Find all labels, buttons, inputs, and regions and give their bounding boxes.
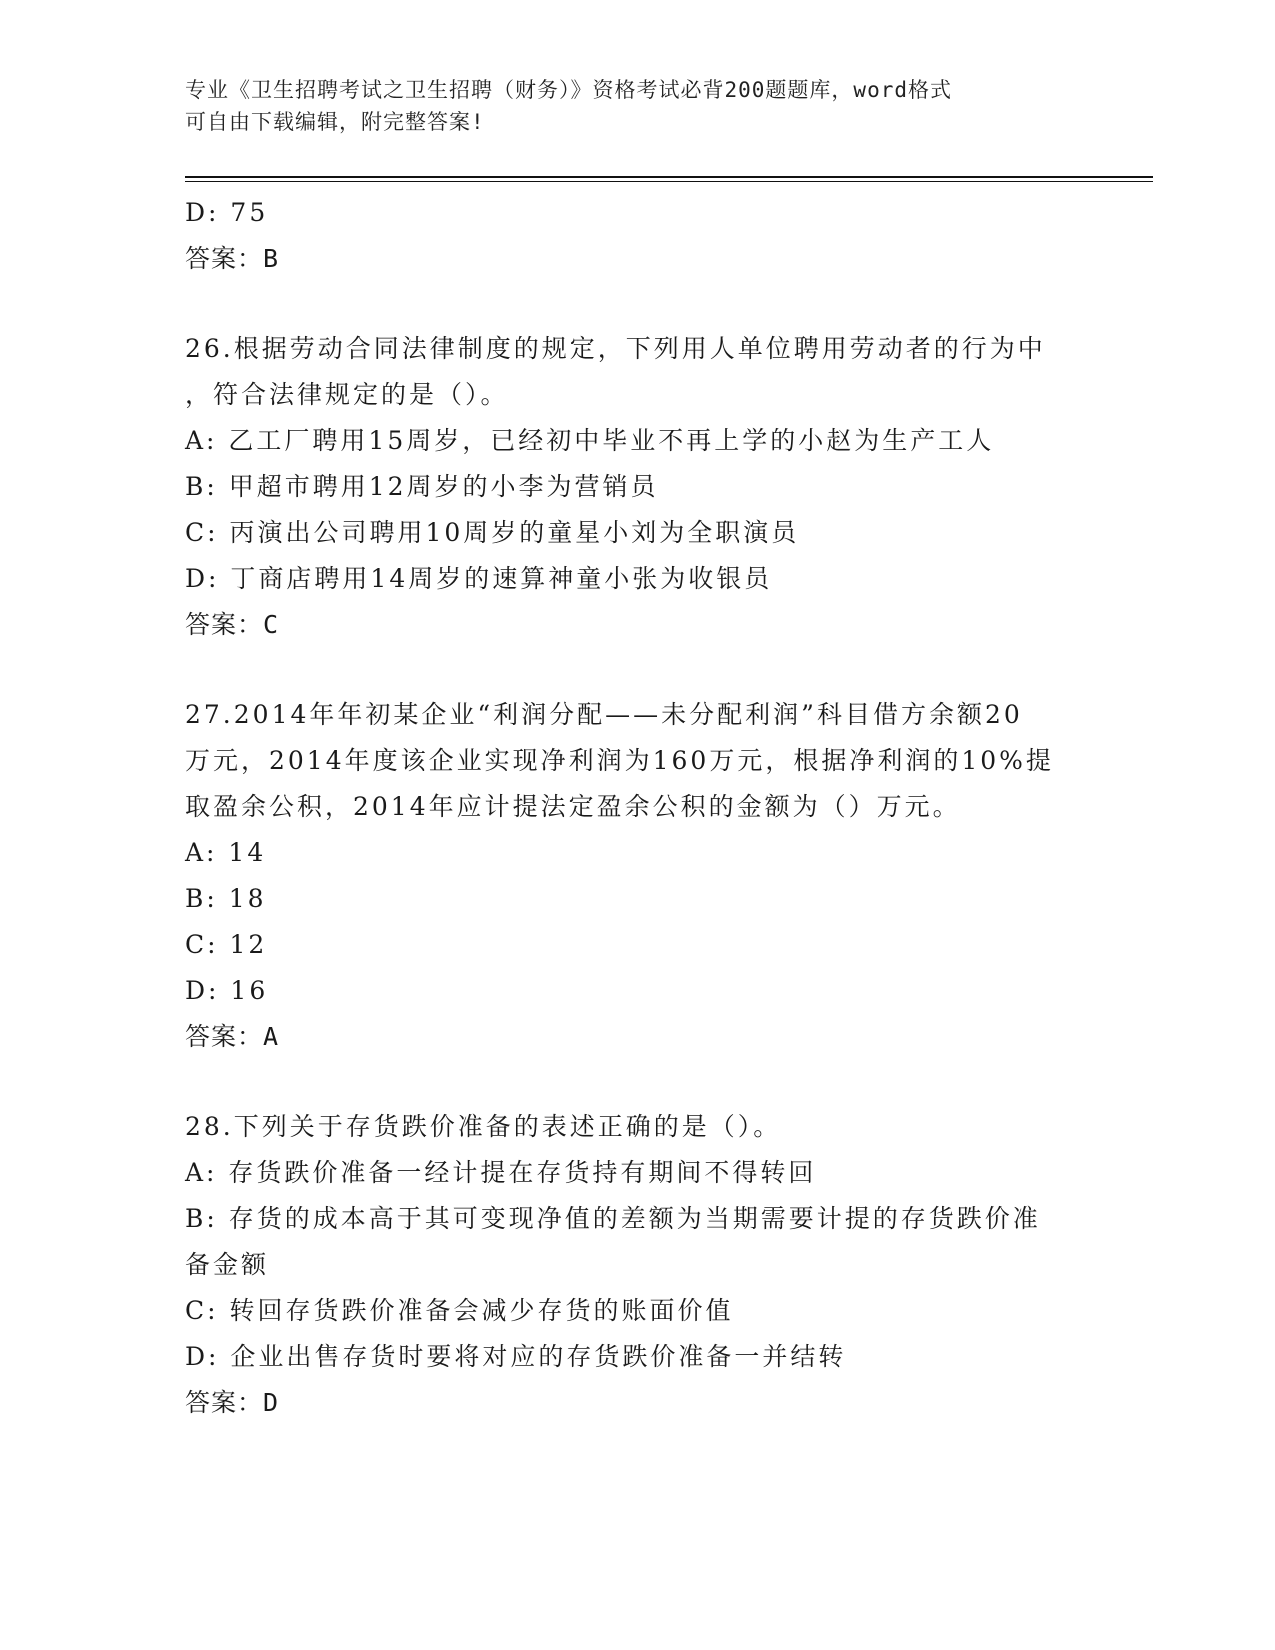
document-header	[185, 74, 1065, 138]
answer-value: B	[263, 244, 280, 273]
option-b: B: 甲超市聘用12周岁的小李为营销员	[185, 472, 659, 501]
answer-value: C	[263, 610, 280, 639]
question-spacer	[185, 648, 1085, 692]
option-b-continued: 备金额	[185, 1250, 270, 1279]
answer-label: 答案：	[185, 1388, 264, 1417]
option-a: A: 存货跌价准备一经计提在存货持有期间不得转回	[185, 1158, 817, 1187]
header-title-line-2: 可自由下载编辑，附完整答案!	[185, 110, 485, 134]
answer-line	[185, 236, 1085, 282]
question-26	[185, 326, 1085, 648]
question-stem-line: 取盈余公积，2014年应计提法定盈余公积的金额为（）万元。	[185, 792, 961, 821]
answer-label: 答案：	[185, 610, 264, 639]
option-a: A: 14	[185, 838, 267, 867]
document-body	[185, 190, 1085, 1426]
answer-line	[185, 1014, 1085, 1060]
question-stem-line: 万元，2014年度该企业实现净利润为160万元，根据净利润的10%提	[185, 746, 1054, 775]
header-divider-thick	[185, 176, 1153, 178]
option-d: D: 企业出售存货时要将对应的存货跌价准备一并结转	[185, 1342, 847, 1371]
question-stem-line: ，符合法律规定的是（）。	[185, 380, 509, 409]
question-stem-line: 28.下列关于存货跌价准备的表述正确的是（）。	[185, 1112, 782, 1141]
answer-value: D	[263, 1388, 280, 1417]
option-c: C: 12	[185, 930, 268, 959]
option-b: B: 存货的成本高于其可变现净值的差额为当期需要计提的存货跌价准	[185, 1204, 1041, 1233]
question-spacer	[185, 1060, 1085, 1104]
answer-line	[185, 602, 1085, 648]
answer-value: A	[263, 1022, 280, 1051]
option-d: D: 16	[185, 976, 269, 1005]
option-d: D: 丁商店聘用14周岁的速算神童小张为收银员	[185, 564, 773, 593]
header-divider-thin	[185, 181, 1153, 182]
question-stem-line: 26.根据劳动合同法律制度的规定，下列用人单位聘用劳动者的行为中	[185, 334, 1046, 363]
header-title-line-1: 专业《卫生招聘考试之卫生招聘（财务）》资格考试必背200题题库，word格式	[185, 78, 952, 102]
question-27	[185, 692, 1085, 1060]
question-25-continued	[185, 190, 1085, 282]
option-d: D: 75	[185, 198, 269, 227]
option-a: A: 乙工厂聘用15周岁，已经初中毕业不再上学的小赵为生产工人	[185, 426, 995, 455]
question-stem-line: 27.2014年年初某企业“利润分配——未分配利润”科目借方余额20	[185, 700, 1023, 729]
option-c: C: 丙演出公司聘用10周岁的童星小刘为全职演员	[185, 518, 800, 547]
answer-line	[185, 1380, 1085, 1426]
question-28	[185, 1104, 1085, 1426]
answer-label: 答案：	[185, 1022, 264, 1051]
option-c: C: 转回存货跌价准备会减少存货的账面价值	[185, 1296, 734, 1325]
option-b: B: 18	[185, 884, 267, 913]
question-spacer	[185, 282, 1085, 326]
answer-label: 答案：	[185, 244, 264, 273]
